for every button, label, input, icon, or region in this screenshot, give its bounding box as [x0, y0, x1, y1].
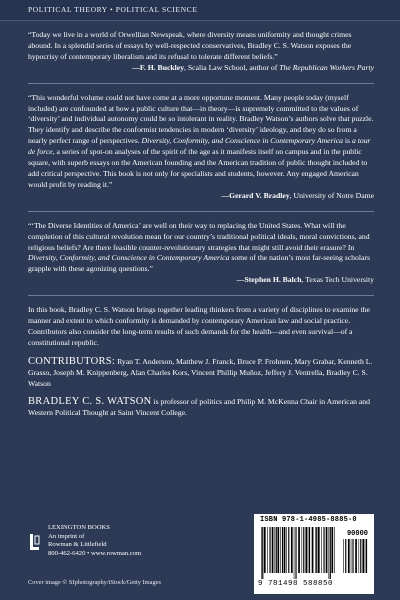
barcode-bar	[365, 539, 366, 573]
endorsement-text-part: is	[342, 136, 352, 146]
endorsement-text-part: “‘The Diverse Identities of America’ are well on their way to replacing the United States. What will the completion of this cultural revolution mean for our country’s traditional political ideals, moral convictions, and religious beliefs? Are there feasible counter-revolutionary strategies that might still avoid their erasure? In	[28, 220, 370, 252]
endorser-name: —Gerard V. Bradley	[221, 190, 290, 200]
editor-bio-text: is professor of politics and Philip M. McKenna Chair in American and Western Political Thought at Saint Vincent College.	[28, 397, 370, 418]
barcode-bar	[276, 527, 277, 573]
barcode-bar	[351, 539, 352, 573]
publisher-block	[28, 524, 228, 569]
endorsement-buckley	[28, 30, 374, 74]
barcode-bar	[261, 527, 262, 579]
barcode-bar	[362, 539, 364, 573]
isbn-digits: 9 781498 588850	[258, 580, 334, 588]
barcode-bar	[316, 527, 317, 573]
publisher-imprint-line: An imprint of	[48, 532, 85, 540]
barcode-bar	[345, 539, 346, 573]
barcode-bar	[312, 527, 314, 573]
endorsement-emphasis: a tour de force	[28, 136, 371, 157]
isbn-label: ISBN 978-1-4985-8885-0	[260, 516, 357, 524]
publisher-name: LEXINGTON BOOKS	[48, 524, 110, 531]
publisher-contact: 800-462-6420 • www.rowman.com	[48, 549, 142, 557]
endorsement-attribution	[28, 191, 374, 202]
barcode-bar	[326, 527, 328, 573]
endorsement-attribution	[28, 63, 374, 74]
endorsement-bradley	[28, 93, 374, 202]
endorsement-text-part: some of the nation’s most far-seeing scholars grapple with these agonizing questions.”	[28, 253, 370, 274]
barcode-bar	[277, 527, 279, 573]
endorsement-text-part: “This wonderful volume could not have come at a more opportune moment. Many people today (myself included) are confounded at how a public culture that—in theory—is supremely committed to the values of ‘diversity’ and individual autonomy could be so intolerant in reality. Bradley Watson’s authors solve that puzzle. They identify and describe the conformist tendencies in modern ‘diversity’ ideology, and they do so from a nearly perfect range of perspectives.	[28, 92, 374, 146]
contributors-list	[28, 357, 374, 390]
barcode-bar	[355, 539, 357, 573]
barcode-bar	[262, 527, 263, 579]
barcode-bar	[321, 527, 322, 573]
category-strip	[0, 0, 400, 21]
barcode-bar	[272, 527, 274, 573]
barcode-bar	[366, 539, 367, 573]
barcode-bar	[352, 539, 353, 573]
barcode-bar	[302, 527, 303, 573]
book-description: In this book, Bradley C. S. Watson brings together leading thinkers from a variety of disciplines to examine the manner and extent to which conformity is demanded by contemporary American law and social practice. Contributors also consider the long-term results of such demands for the health—and even survival—of a constitutional republic.	[28, 305, 370, 347]
back-cover-content	[28, 30, 374, 419]
barcode-bars	[260, 527, 336, 579]
endorsement-text	[28, 93, 374, 191]
category-label: POLITICAL THEORY • POLITICAL SCIENCE	[28, 5, 198, 14]
barcode-bar	[286, 527, 287, 573]
barcode-bar	[294, 527, 295, 579]
divider	[28, 295, 374, 296]
barcode-bar	[288, 527, 289, 573]
endorser-name: —F. H. Buckley	[132, 62, 185, 72]
endorsement-balch	[28, 221, 374, 286]
endorser-book-title: The Republican Workers Party	[279, 62, 374, 72]
barcode-bar	[334, 527, 335, 573]
contributors-label: CONTRIBUTORS:	[28, 355, 116, 367]
divider	[28, 83, 374, 84]
isbn-barcode	[254, 514, 374, 594]
barcode-bar	[269, 527, 270, 573]
endorser-affiliation: , University of Notre Dame	[289, 190, 374, 200]
price-addon-bars	[342, 539, 368, 579]
barcode-bar	[280, 527, 281, 573]
publisher-text	[48, 524, 141, 558]
publisher-parent: Rowman & Littlefield	[48, 541, 107, 549]
barcode-bar	[267, 527, 268, 573]
endorser-name: —Stephen H. Balch	[236, 275, 302, 285]
barcode-bar	[308, 527, 309, 573]
book-title: Diversity, Conformity, and Conscience in Contemporary America	[28, 253, 230, 263]
barcode-bar	[284, 527, 286, 573]
barcode-bar	[323, 527, 324, 573]
barcode-bar	[309, 527, 310, 573]
cover-image-credit: Cover image © SIphotography/iStock/Getty Images	[28, 579, 161, 586]
barcode-bar	[329, 527, 330, 579]
barcode-bar	[360, 539, 361, 573]
endorsement-text-part: , a series of spot-on analyses of the spirit of the age as it manifests itself on campus and in the public square, with superb essays on the American founding and the American tradition of public thought included to add critical perspective. This book is not only for specialists and students, however. Any engaged American would profit by reading it.”	[28, 147, 368, 189]
barcode-bar	[343, 539, 344, 573]
barcode-bar	[315, 527, 316, 573]
barcode-bar	[275, 527, 276, 573]
editor-bio	[28, 397, 374, 419]
price-code: 90000	[346, 530, 368, 538]
barcode-bar	[291, 527, 293, 573]
barcode-bar	[331, 527, 333, 573]
barcode-bar	[305, 527, 307, 573]
barcode-bar	[330, 527, 331, 579]
endorsement-text: “Today we live in a world of Orwellian Newspeak, where diversity means uniformity and thought crimes abound. In a splendid series of essays by well-respected conservatives, Bradley C. S. Watson exposes the hypocrisy of contemporary liberalism and its refusal to tolerate different beliefs.”	[28, 30, 352, 61]
barcode-bar	[295, 527, 296, 579]
endorsement-attribution	[28, 275, 374, 286]
book-title: Diversity, Conformity, and Conscience in Contemporary America	[141, 136, 343, 146]
barcode-bar	[282, 527, 283, 573]
barcode-bar	[318, 527, 320, 573]
contributors-names: Ryan T. Anderson, Matthew J. Franck, Bruce P. Frohnen, Mary Grabar, Kenneth L. Grasso, Joseph M. Knippenberg, Alan Charles Kors, Vincent Phillip Muñoz, Jeffery J. Ventrella, Bradley C. S. Watson	[28, 356, 373, 388]
barcode-bar	[264, 527, 266, 573]
endorser-affiliation: , Texas Tech University	[301, 275, 374, 285]
barcode-bar	[359, 539, 360, 573]
publisher-logo-icon	[28, 532, 42, 554]
endorser-affiliation: , Scalia Law School, author of	[184, 62, 280, 72]
barcode-bar	[303, 527, 304, 573]
endorsement-text	[28, 221, 374, 276]
divider	[28, 211, 374, 212]
barcode-bar	[348, 539, 350, 573]
barcode-bar	[298, 527, 300, 573]
editor-name: BRADLEY C. S. WATSON	[28, 396, 152, 408]
